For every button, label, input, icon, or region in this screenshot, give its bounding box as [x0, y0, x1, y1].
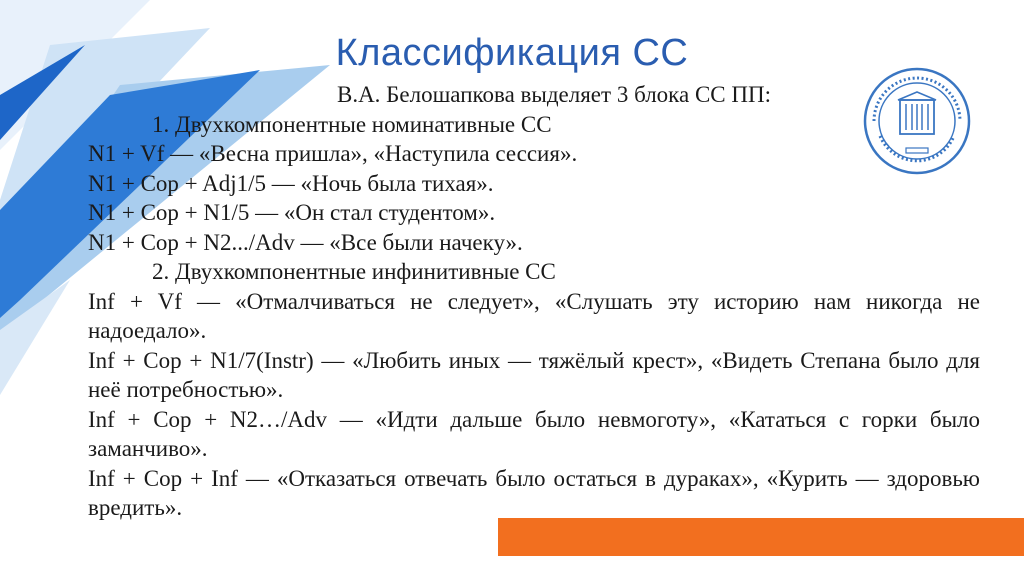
section-1-heading: 1. Двухкомпонентные номинативные СС: [152, 111, 552, 137]
orange-accent-bar: [498, 518, 1024, 556]
slide-title: Классификация СС: [335, 32, 689, 74]
section-2-item: Inf + Vf — «Отмалчиваться не следует», «Слушать эту историю нам никогда не надоедало».: [88, 288, 980, 343]
slide-body: [88, 80, 980, 523]
section-2-item: Inf + Cop + N2…/Adv — «Идти дальше было невмоготу», «Кататься с горки было заманчиво».: [88, 406, 980, 461]
section-2-item: Inf + Cop + N1/7(Instr) — «Любить иных — тяжёлый крест», «Видеть Степана было для неё потребностью».: [88, 347, 980, 402]
section-1-item: N1 + Cop + Adj1/5 — «Ночь была тихая».: [88, 170, 494, 196]
section-1-item: N1 + Vf — «Весна пришла», «Наступила сессия».: [88, 141, 578, 166]
section-1-item: N1 + Cop + N1/5 — «Он стал студентом».: [88, 200, 496, 225]
intro-line: В.А. Белошапкова выделяет 3 блока СС ПП:: [336, 82, 771, 107]
section-2-heading: 2. Двухкомпонентные инфинитивные СС: [152, 259, 556, 284]
section-1-item: N1 + Cop + N2.../Adv — «Все были начеку».: [88, 229, 523, 255]
section-2-item: Inf + Cop + Inf — «Отказаться отвечать было остаться в дураках», «Курить — здоровью вредить».: [88, 465, 980, 520]
